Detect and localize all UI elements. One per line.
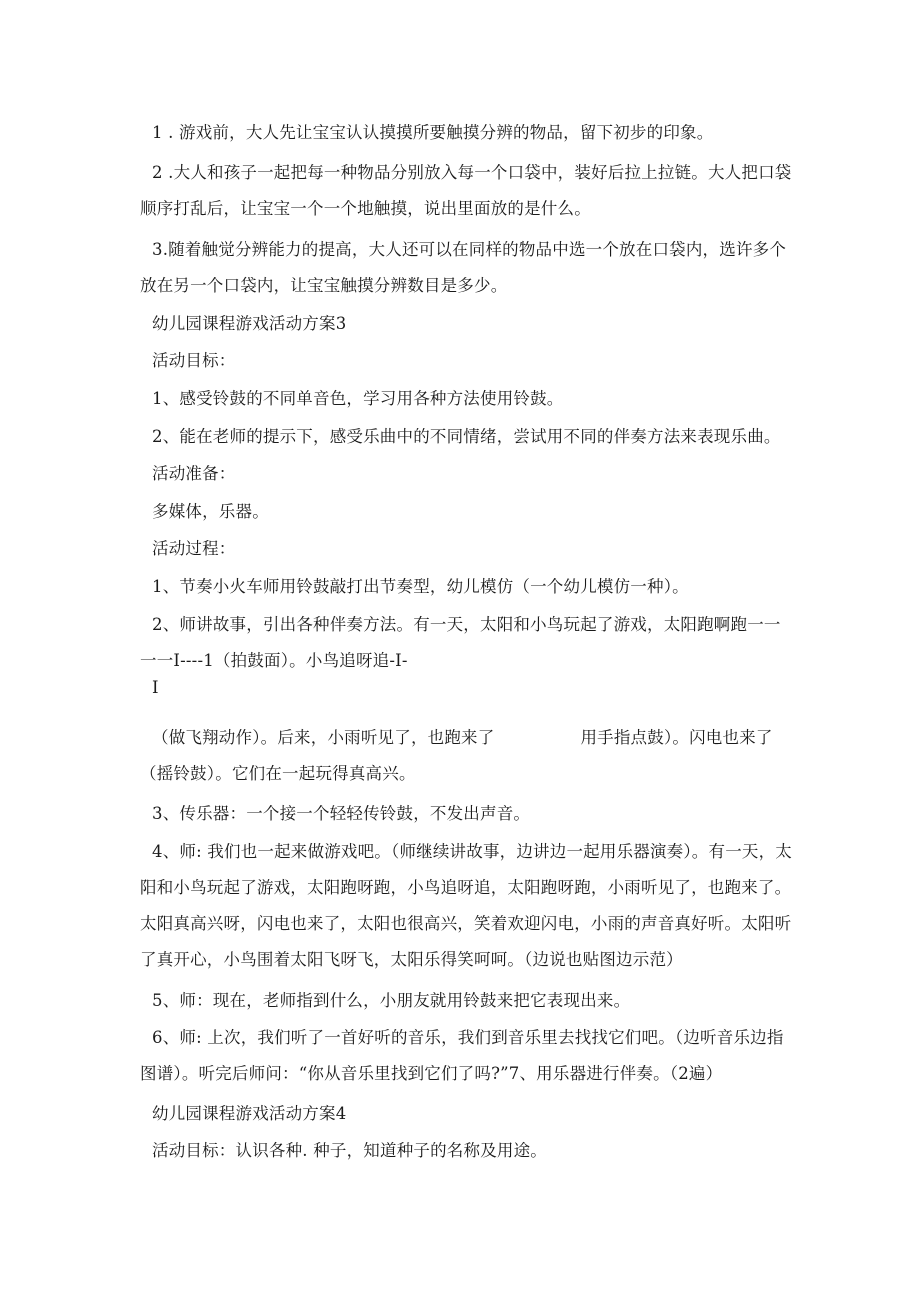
heading-activity-preparation: 活动准备：	[152, 464, 236, 483]
process-step-6: 6、师: 上次，我们听了一首好听的音乐，我们到音乐里去找找它们吧。（边听音乐边指图谱）。听完后师问：“你从音乐里找到它们了吗?”7、用乐器进行伴奏。（2遍）	[140, 1028, 784, 1083]
process-step-2: 2、师讲故事，引出各种伴奏方法。有一天，太阳和小鸟玩起了游戏，太阳跑啊跑一一一一I----1（拍鼓面）。小鸟追呀追-I-	[140, 615, 781, 670]
heading-activity-process: 活动过程：	[152, 539, 236, 558]
process-step-1: 1、节奏小火车师用铃鼓敲打出节奏型，幼儿模仿（一个幼儿模仿一种）。	[152, 577, 689, 596]
heading-activity-goals: 活动目标：	[152, 351, 236, 370]
paragraph-step-1: 1 . 游戏前，大人先让宝宝认认摸摸所要触摸分辨的物品，留下初步的印象。	[152, 123, 714, 142]
section-title-plan-4: 幼儿园课程游戏活动方案4	[152, 1104, 347, 1123]
process-step-5: 5、师：现在，老师指到什么，小朋友就用铃鼓来把它表现出来。	[152, 991, 631, 1010]
plan-4-goal: 活动目标：认识各种. 种子，知道种子的名称及用途。	[152, 1141, 547, 1160]
goal-2: 2、能在老师的提示下，感受乐曲中的不同情绪，尝试用不同的伴奏方法来表现乐曲。	[152, 427, 781, 446]
section-title-plan-3: 幼儿园课程游戏活动方案3	[152, 314, 347, 333]
stray-mark: I	[152, 678, 159, 697]
preparation-items: 多媒体，乐器。	[152, 502, 269, 521]
goal-1: 1、感受铃鼓的不同单音色，学习用各种方法使用铃鼓。	[152, 389, 564, 408]
paragraph-step-2: 2 .大人和孩子一起把每一种物品分别放入每一个口袋中，装好后拉上拉链。大人把口袋顺序打乱后，让宝宝一个一个地触摸，说出里面放的是什么。	[140, 163, 792, 218]
process-step-2-continued-right: 用手指点鼓）。闪电也来了（摇铃鼓）。它们在一起玩得真高兴。	[140, 728, 773, 783]
paragraph-step-3: 3.随着触觉分辨能力的提高，大人还可以在同样的物品中选一个放在口袋内，选许多个放在另一个口袋内，让宝宝触摸分辨数目是多少。	[140, 240, 787, 295]
process-step-2-continued-left: （做飞翔动作）。后来，小雨听见了，也跑来了	[152, 728, 495, 747]
process-step-2-continued	[140, 720, 792, 792]
process-step-3: 3、传乐器：一个接一个轻轻传铃鼓，不发出声音。	[152, 804, 531, 823]
process-step-4: 4、师: 我们也一起来做游戏吧。（师继续讲故事，边讲边一起用乐器演奏）。有一天，太阳和小鸟玩起了游戏，太阳跑呀跑，小鸟追呀追，太阳跑呀跑，小雨听见了，也跑来了。太阳真高兴呀，闪电也来了，太阳也很高兴，笑着欢迎闪电，小雨的声音真好听。太阳听了真开心，小鸟围着太阳飞呀飞，太阳乐得笑呵呵。（边说也贴图边示范）	[140, 842, 793, 969]
